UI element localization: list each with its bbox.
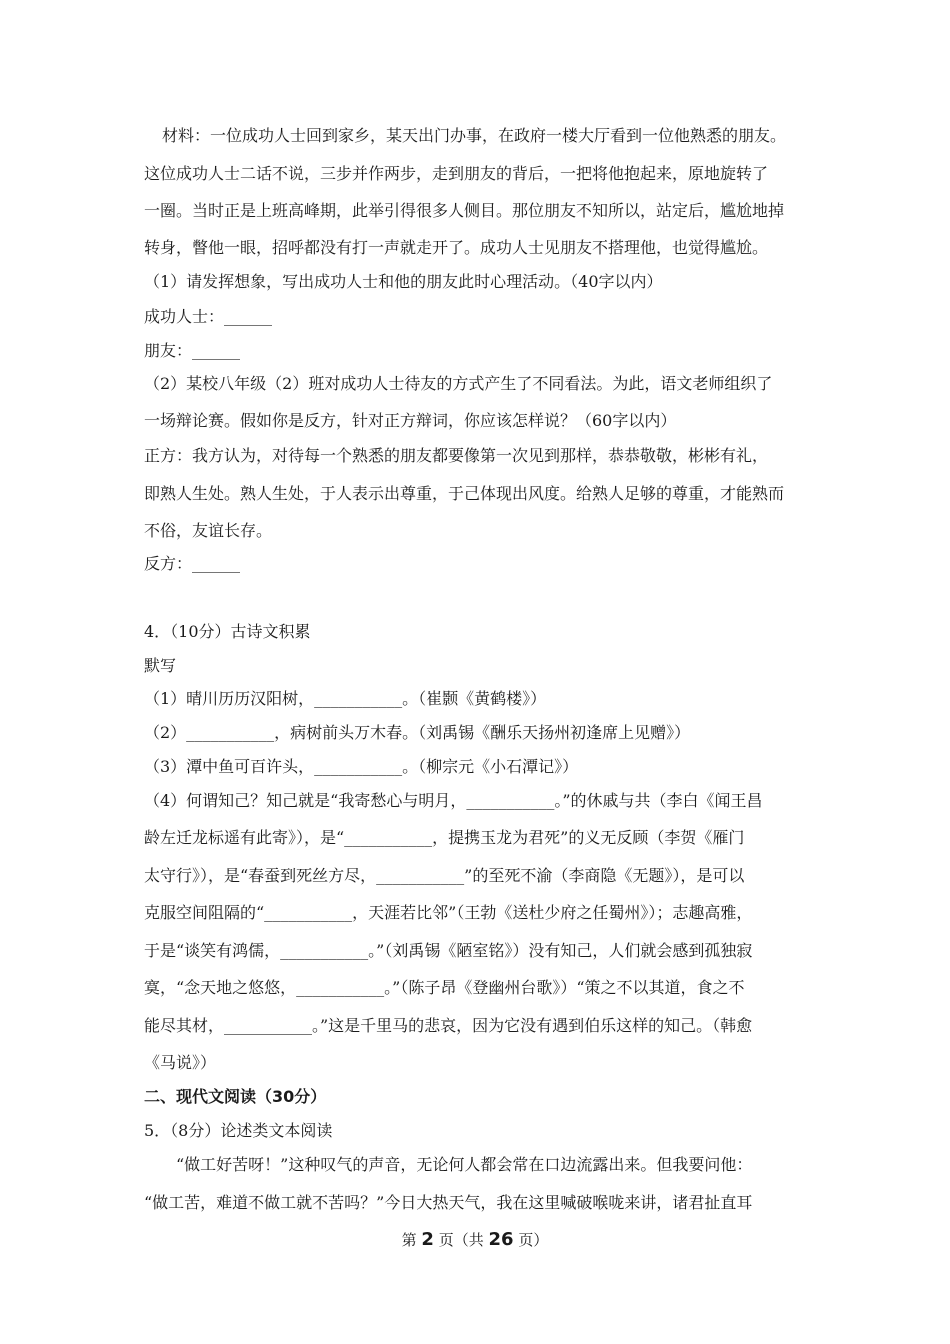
q5-text-line-1: “做工好苦呀！”这种叹气的声音，无论何人都会常在口边流露出来。但我要问他： — [176, 1155, 753, 1174]
q4-line-10: 能尽其材，___________。”这是千里马的悲哀，因为它没有遇到伯乐这样的知己。（韩愈 — [144, 1016, 753, 1035]
q4-line-2: （2）___________，病树前头万木春。（刘禹锡《酬乐天扬州初逢席上见赠》） — [144, 723, 691, 742]
part1-friend: 朋友：______ — [144, 341, 241, 360]
q4-line-7: 克服空间阻隔的“___________，天涯若比邻”（王勃《送杜少府之任蜀州》）；志趣高雅， — [144, 903, 753, 922]
material-line-1: 材料：一位成功人士回到家乡，某天出门办事，在政府一楼大厅看到一位他熟悉的朋友。 — [162, 126, 787, 145]
part2-prompt-line-1: （2）某校八年级（2）班对成功人士待友的方式产生了不同看法。为此，语文老师组织了 — [144, 374, 773, 393]
q4-line-4: （4）何谓知己？知己就是“我寄愁心与明月，___________。”的休戚与共（李白《闻王昌 — [144, 791, 763, 810]
q4-line-9: 寞，“念天地之悠悠，___________。”（陈子昂《登幽州台歌》）“策之不以其道，食之不 — [144, 978, 745, 997]
material-line-2: 这位成功人士二话不说，三步并作两步，走到朋友的背后，一把将他抱起来，原地旋转了 — [144, 164, 769, 183]
material-line-3: 一圈。当时正是上班高峰期，此举引得很多人侧目。那位朋友不知所以，站定后，尴尬地掉 — [144, 201, 785, 220]
footer-page-number: 2 — [421, 1229, 434, 1250]
footer-suffix: 页） — [518, 1231, 549, 1249]
pro-side-line-3: 不俗，友谊长存。 — [144, 521, 273, 540]
page-footer — [0, 1230, 950, 1250]
pro-side-line-1: 正方：我方认为，对待每一个熟悉的朋友都要像第一次见到那样，恭恭敬敬，彬彬有礼， — [144, 446, 769, 465]
footer-total-pages: 26 — [488, 1229, 514, 1250]
q4-line-8: 于是“谈笑有鸿儒，___________。”（刘禹锡《陋室铭》）没有知己，人们就会感到孤独寂 — [144, 941, 753, 960]
material-line-4: 转身，瞥他一眼，招呼都没有打一声就走开了。成功人士见朋友不搭理他，也觉得尴尬。 — [144, 238, 769, 257]
section-title: 二、现代文阅读（30分） — [144, 1087, 327, 1106]
q5-text-line-2: “做工苦，难道不做工就不苦吗？”今日大热天气，我在这里喊破喉咙来讲，诸君扯直耳 — [144, 1193, 753, 1212]
con-side: 反方：______ — [144, 554, 241, 573]
q5-title: 5．（8分）论述类文本阅读 — [144, 1121, 333, 1140]
q4-line-3: （3）潭中鱼可百许头，___________。（柳宗元《小石潭记》） — [144, 757, 579, 776]
q4-line-6: 太守行》），是“春蚕到死丝方尽，___________”的至死不渝（李商隐《无题》），是可以 — [144, 866, 745, 885]
part1-success-person: 成功人士：______ — [144, 307, 273, 326]
footer-mid: 页（共 — [438, 1231, 484, 1249]
part2-prompt-line-2: 一场辩论赛。假如你是反方，针对正方辩词，你应该怎样说？（60字以内） — [144, 411, 677, 430]
q4-title: 4．（10分）古诗文积累 — [144, 622, 311, 641]
footer-prefix: 第 — [401, 1231, 417, 1249]
q4-line-11: 《马说》） — [144, 1053, 217, 1072]
q4-line-1: （1）晴川历历汉阳树，___________。（崔颢《黄鹤楼》） — [144, 689, 547, 708]
pro-side-line-2: 即熟人生处。熟人生处，于人表示出尊重，于己体现出风度。给熟人足够的尊重，才能熟而 — [144, 484, 785, 503]
q4-line-5: 龄左迁龙标遥有此寄》），是“___________，提携玉龙为君死”的义无反顾（李贺《雁门 — [144, 828, 745, 847]
part1-prompt: （1）请发挥想象，写出成功人士和他的朋友此时心理活动。（40字以内） — [144, 272, 663, 291]
q4-subtitle: 默写 — [144, 656, 177, 675]
